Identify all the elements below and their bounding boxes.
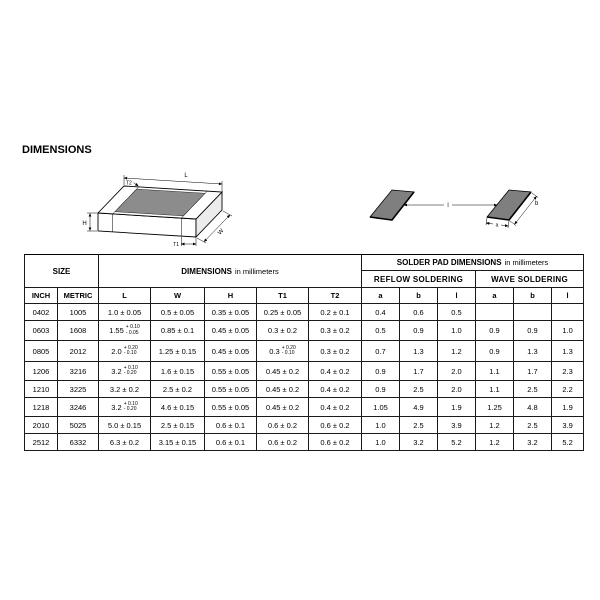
table-cell-inch: 0805 [25,341,58,362]
table-cell-w: 1.25 ± 0.15 [151,341,205,362]
table-cell-t1: 0.6 ± 0.2 [257,417,309,434]
table-cell-wave-a [476,304,514,321]
table-cell-w: 3.15 ± 0.15 [151,434,205,451]
terminal-bottom-label: T1 [173,242,179,248]
table-cell-l: 6.3 ± 0.2 [99,434,151,451]
nominal-value: 0.3 [269,346,280,356]
table-cell-reflow-a: 0.5 [362,321,400,341]
plus-tolerance: + 0.20 [123,344,138,351]
chip-resistor-drawing [70,160,250,250]
table-cell-metric: 5025 [58,417,99,434]
table-cell-h: 0.55 ± 0.05 [205,381,257,398]
pad-length-extension-left [486,218,487,225]
column-header-t2: T2 [309,288,362,304]
reflow-soldering-header: REFLOW SOLDERING [362,271,476,288]
pad-length-extension-right [508,221,509,228]
table-cell-wave-l: 5.2 [552,434,584,451]
table-cell-w: 2.5 ± 0.2 [151,381,205,398]
table-cell-inch: 0402 [25,304,58,321]
table-row [25,434,584,451]
table-cell-reflow-l: 3.9 [438,417,476,434]
column-header-h: H [205,288,257,304]
table-cell-l [99,362,151,381]
dimensions-table [24,254,584,451]
table-cell-reflow-a: 0.9 [362,381,400,398]
tolerance-value [109,325,140,336]
tolerance-stack [124,366,138,377]
tolerance-value [269,346,295,357]
table-cell-wave-a: 0.9 [476,341,514,362]
table-cell-reflow-b: 2.5 [400,417,438,434]
table-cell-l: 3.2 ± 0.2 [99,381,151,398]
table-cell-w: 0.5 ± 0.05 [151,304,205,321]
table-cell-reflow-l: 2.0 [438,381,476,398]
solder-pad-header-unit: in millimeters [504,258,549,267]
pad-length-arrow-left [486,223,493,224]
tolerance-stack [282,346,296,357]
table-cell-t2: 0.2 ± 0.1 [309,304,362,321]
table-cell-t1 [257,341,309,362]
table-cell-wave-a: 0.9 [476,321,514,341]
table-row [25,304,584,321]
table-cell-reflow-b: 1.7 [400,362,438,381]
table-cell-inch: 2512 [25,434,58,451]
table-cell-reflow-l: 0.5 [438,304,476,321]
column-header-inch: INCH [25,288,58,304]
minus-tolerance: - 0.10 [281,350,295,356]
table-cell-t1: 0.45 ± 0.2 [257,381,309,398]
table-cell-h: 0.55 ± 0.05 [205,398,257,417]
column-header-wave-a: a [476,288,514,304]
pad-length-arrow-right [501,225,508,226]
table-cell-inch: 0603 [25,321,58,341]
table-cell-reflow-l: 1.9 [438,398,476,417]
column-header-l: L [99,288,151,304]
table-cell-h: 0.6 ± 0.1 [205,434,257,451]
dimensions-header [99,255,362,288]
table-cell-t2: 0.4 ± 0.2 [309,398,362,417]
wave-soldering-header: WAVE SOLDERING [476,271,584,288]
table-row [25,321,584,341]
plus-tolerance: + 0.10 [123,364,138,371]
width-label: W [217,228,226,237]
table-cell-l: 5.0 ± 0.15 [99,417,151,434]
dimensions-header-title: DIMENSIONS [181,266,232,276]
column-header-wave-b: b [514,288,552,304]
nominal-value: 3.2 [111,366,122,376]
terminal-top-label: T2 [126,180,132,187]
tolerance-stack [124,402,138,413]
tolerance-value [111,402,137,413]
table-cell-reflow-b: 1.3 [400,341,438,362]
table-cell-reflow-b: 2.5 [400,381,438,398]
nominal-value: 3.2 [111,402,122,412]
table-cell-w: 1.6 ± 0.15 [151,362,205,381]
pad-width-label: b [535,201,539,207]
pad-width-extension-top [532,193,538,198]
column-header-metric: METRIC [58,288,99,304]
table-cell-wave-b: 2.5 [514,417,552,434]
table-row [25,362,584,381]
table-cell-reflow-a: 1.0 [362,417,400,434]
table-cell-t2: 0.4 ± 0.2 [309,381,362,398]
table-cell-reflow-a: 0.7 [362,341,400,362]
column-header-wave-l: l [552,288,584,304]
table-cell-t1: 0.6 ± 0.2 [257,434,309,451]
table-cell-wave-b: 2.5 [514,381,552,398]
dimensions-table-body [25,304,584,451]
table-cell-w: 4.6 ± 0.15 [151,398,205,417]
column-header-w: W [151,288,205,304]
table-cell-wave-l: 1.9 [552,398,584,417]
height-label: H [82,221,87,227]
table-cell-reflow-b: 3.2 [400,434,438,451]
table-cell-wave-b [514,304,552,321]
section-title: DIMENSIONS [22,144,92,156]
table-cell-reflow-a: 1.0 [362,434,400,451]
table-cell-inch: 1210 [25,381,58,398]
table-cell-l [99,341,151,362]
table-cell-wave-l: 1.3 [552,341,584,362]
table-cell-wave-b: 1.3 [514,341,552,362]
solder-pad-header-title: SOLDER PAD DIMENSIONS [396,258,502,267]
tolerance-stack [124,346,138,357]
table-cell-wave-a: 1.1 [476,381,514,398]
table-cell-metric: 6332 [58,434,99,451]
plus-tolerance: + 0.20 [281,344,296,351]
column-header-reflow-a: a [362,288,400,304]
table-cell-wave-l: 2.3 [552,362,584,381]
tolerance-value [111,346,137,357]
table-cell-w: 0.85 ± 0.1 [151,321,205,341]
table-cell-reflow-l: 1.2 [438,341,476,362]
terminal-top-arrow [134,183,139,187]
table-row [25,417,584,434]
table-cell-metric: 1005 [58,304,99,321]
table-cell-t2: 0.3 ± 0.2 [309,321,362,341]
table-cell-wave-a: 1.2 [476,434,514,451]
solder-pad-header [362,255,584,271]
table-row [25,381,584,398]
table-cell-wave-b: 1.7 [514,362,552,381]
minus-tolerance: - 0.05 [125,329,139,336]
column-header-reflow-b: b [400,288,438,304]
column-header-t1: T1 [257,288,309,304]
table-cell-metric: 3216 [58,362,99,381]
size-header: SIZE [25,255,99,288]
table-cell-wave-l: 3.9 [552,417,584,434]
table-cell-metric: 3246 [58,398,99,417]
header-row-columns [25,288,584,304]
table-cell-reflow-l: 1.0 [438,321,476,341]
minus-tolerance: - 0.10 [123,350,137,356]
plus-tolerance: + 0.10 [125,324,140,331]
table-cell-t1: 0.45 ± 0.2 [257,362,309,381]
table-cell-l [99,398,151,417]
table-cell-metric: 2012 [58,341,99,362]
nominal-value: 1.55 [109,326,124,335]
nominal-value: 2.0 [111,346,122,356]
tolerance-stack [126,325,140,336]
table-cell-reflow-b: 0.9 [400,321,438,341]
table-cell-h: 0.55 ± 0.05 [205,362,257,381]
table-cell-l [99,321,151,341]
table-cell-reflow-a: 1.05 [362,398,400,417]
table-cell-reflow-a: 0.4 [362,304,400,321]
length-label: L [184,173,188,179]
table-cell-wave-a: 1.25 [476,398,514,417]
table-cell-wave-l [552,304,584,321]
table-cell-wave-a: 1.1 [476,362,514,381]
table-cell-wave-a: 1.2 [476,417,514,434]
dimensions-header-unit: in millimeters [234,266,279,276]
table-cell-reflow-l: 5.2 [438,434,476,451]
table-cell-h: 0.45 ± 0.05 [205,341,257,362]
width-extension-line-back [223,211,232,216]
table-cell-t1: 0.3 ± 0.2 [257,321,309,341]
table-cell-reflow-b: 4.9 [400,398,438,417]
table-cell-wave-l: 1.0 [552,321,584,341]
minus-tolerance: - 0.20 [123,406,137,412]
minus-tolerance: - 0.20 [123,370,137,376]
table-row [25,398,584,417]
table-cell-l: 1.0 ± 0.05 [99,304,151,321]
table-cell-h: 0.35 ± 0.05 [205,304,257,321]
table-cell-w: 2.5 ± 0.15 [151,417,205,434]
table-cell-t2: 0.4 ± 0.2 [309,362,362,381]
table-cell-wave-b: 4.8 [514,398,552,417]
table-cell-wave-b: 0.9 [514,321,552,341]
table-cell-t2: 0.3 ± 0.2 [309,341,362,362]
solder-pad-drawing [360,180,560,235]
table-cell-h: 0.6 ± 0.1 [205,417,257,434]
table-cell-metric: 1608 [58,321,99,341]
width-extension-line-front [197,238,206,243]
table-cell-inch: 2010 [25,417,58,434]
table-cell-reflow-l: 2.0 [438,362,476,381]
table-cell-wave-b: 3.2 [514,434,552,451]
table-cell-wave-l: 2.2 [552,381,584,398]
table-cell-t1: 0.45 ± 0.2 [257,398,309,417]
column-header-reflow-l: l [438,288,476,304]
header-row-groups [25,255,584,271]
table-row [25,341,584,362]
pad-length-label: a [495,222,499,229]
pad-spacing-label: l [447,203,449,209]
table-cell-reflow-a: 0.9 [362,362,400,381]
plus-tolerance: + 0.10 [123,400,138,407]
table-cell-t1: 0.25 ± 0.05 [257,304,309,321]
table-cell-metric: 3225 [58,381,99,398]
table-cell-t2: 0.6 ± 0.2 [309,434,362,451]
table-cell-inch: 1218 [25,398,58,417]
tolerance-value [111,366,137,377]
table-cell-reflow-b: 0.6 [400,304,438,321]
table-cell-h: 0.45 ± 0.05 [205,321,257,341]
table-cell-t2: 0.6 ± 0.2 [309,417,362,434]
length-dimension-arrow [124,178,222,184]
table-cell-inch: 1206 [25,362,58,381]
